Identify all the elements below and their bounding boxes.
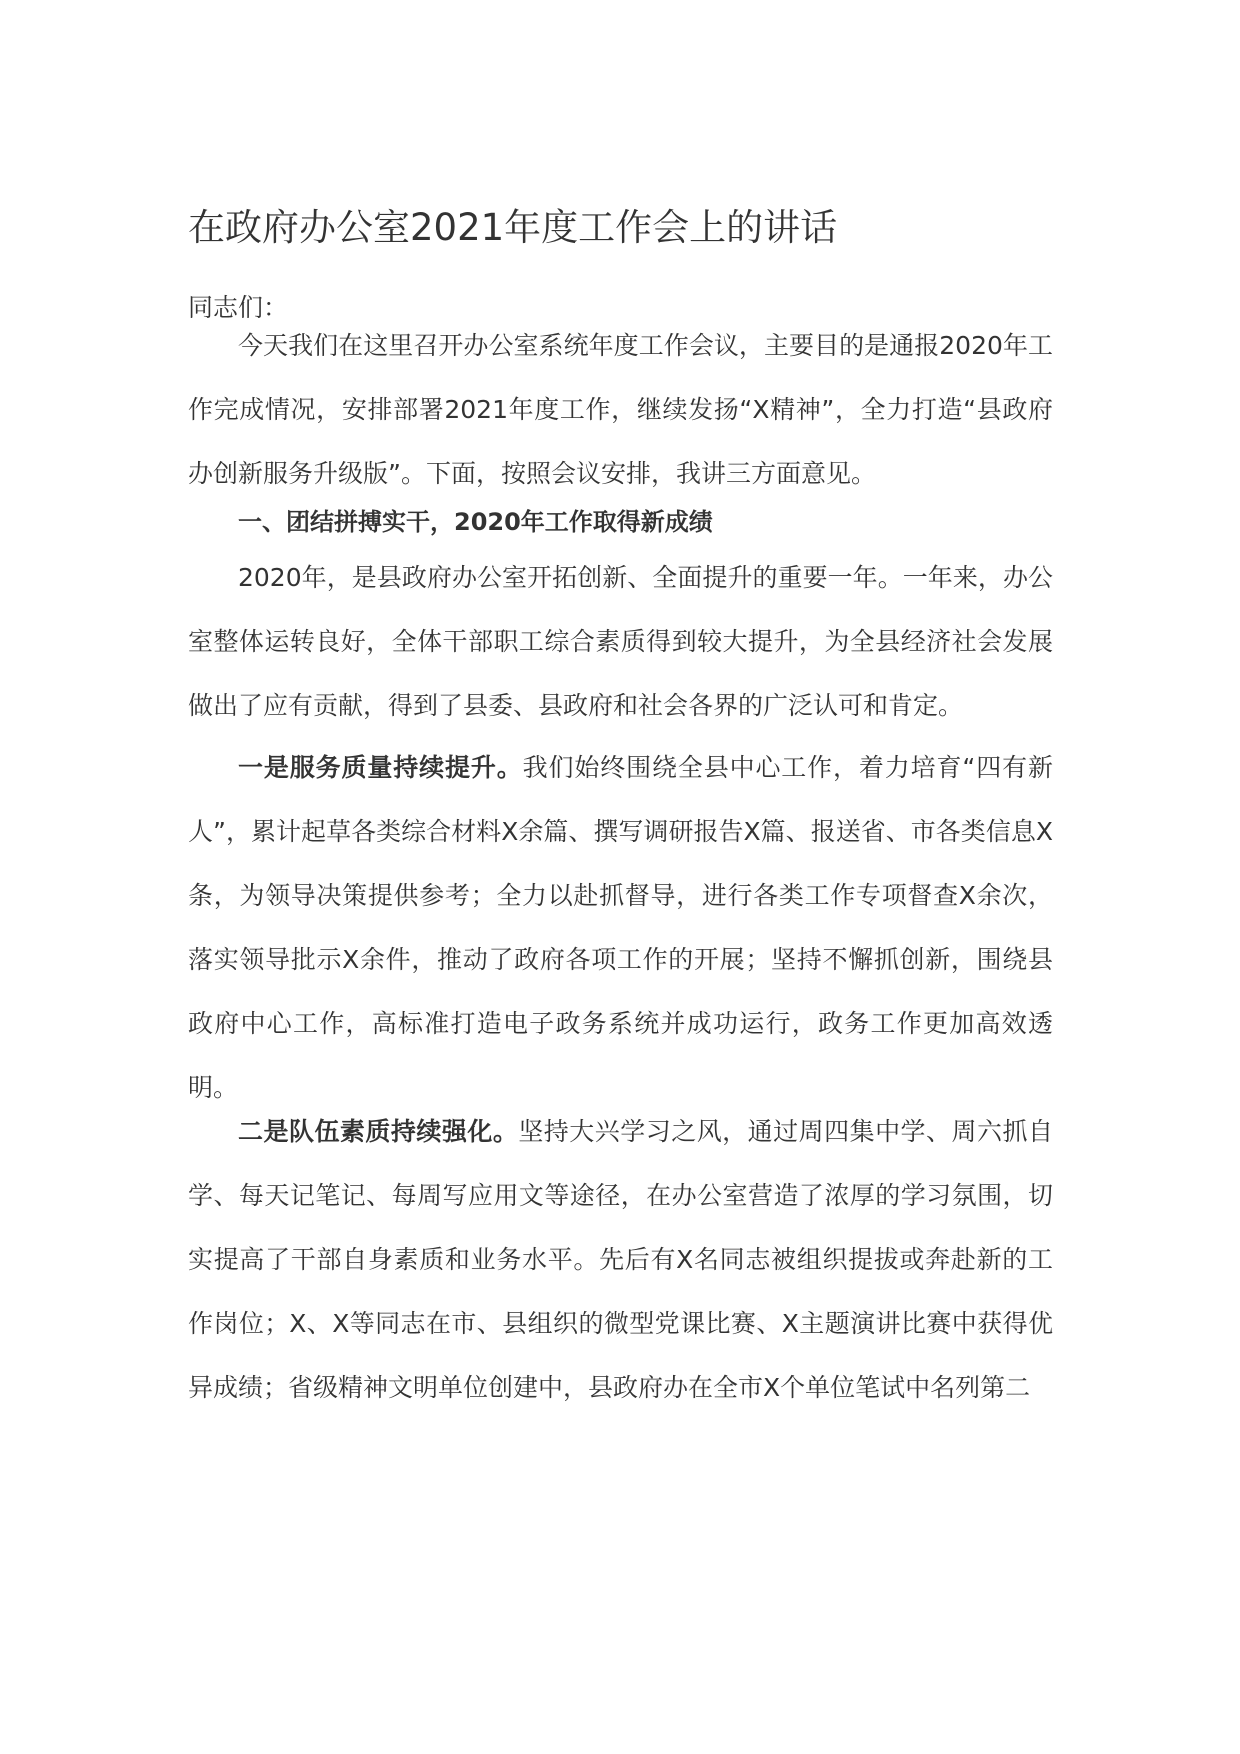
salutation: 同志们： [188,293,289,322]
section-summary-paragraph: 2020年，是县政府办公室开拓创新、全面提升的重要一年。一年来，办公室整体运转良好，全体干部职工综合素质得到较大提升，为全县经济社会发展做出了应有贡献，得到了县委、县政府和社会各界的广泛认可和肯定。 [188,563,1053,720]
point-two-text: 坚持大兴学习之风，通过周四集中学、周六抓自学、每天记笔记、每周写应用文等途径，在办公室营造了浓厚的学习氛围，切实提高了干部自身素质和业务水平。先后有X名同志被组织提拔或奔赴新的工作岗位；X、X等同志在市、县组织的微型党课比赛、X主题演讲比赛中获得优异成绩；省级精神文明单位创建中，县政府办在全市X个单位笔试中名列第二 [188,1117,1053,1402]
point-two-lead: 二是队伍素质持续强化。 [238,1117,519,1146]
intro-paragraph: 今天我们在这里召开办公室系统年度工作会议，主要目的是通报2020年工作完成情况，安排部署2021年度工作，继续发扬“X精神”，全力打造“县政府办创新服务升级版”。下面，按照会议安排，我讲三方面意见。 [188,331,1053,488]
point-one-paragraph [188,736,1053,1120]
section-heading: 一、团结拼搏实干，2020年工作取得新成绩 [238,508,713,536]
point-two-paragraph [188,1100,1053,1420]
document-title: 在政府办公室2021年度工作会上的讲话 [188,206,838,249]
point-one-text: 我们始终围绕全县中心工作，着力培育“四有新人”，累计起草各类综合材料X余篇、撰写调研报告X篇、报送省、市各类信息X条，为领导决策提供参考；全力以赴抓督导，进行各类工作专项督查X余次，落实领导批示X余件，推动了政府各项工作的开展；坚持不懈抓创新，围绕县政府中心工作，高标准打造电子政务系统并成功运行，政务工作更加高效透明。 [188,753,1053,1102]
point-one-lead: 一是服务质量持续提升。 [238,753,523,782]
